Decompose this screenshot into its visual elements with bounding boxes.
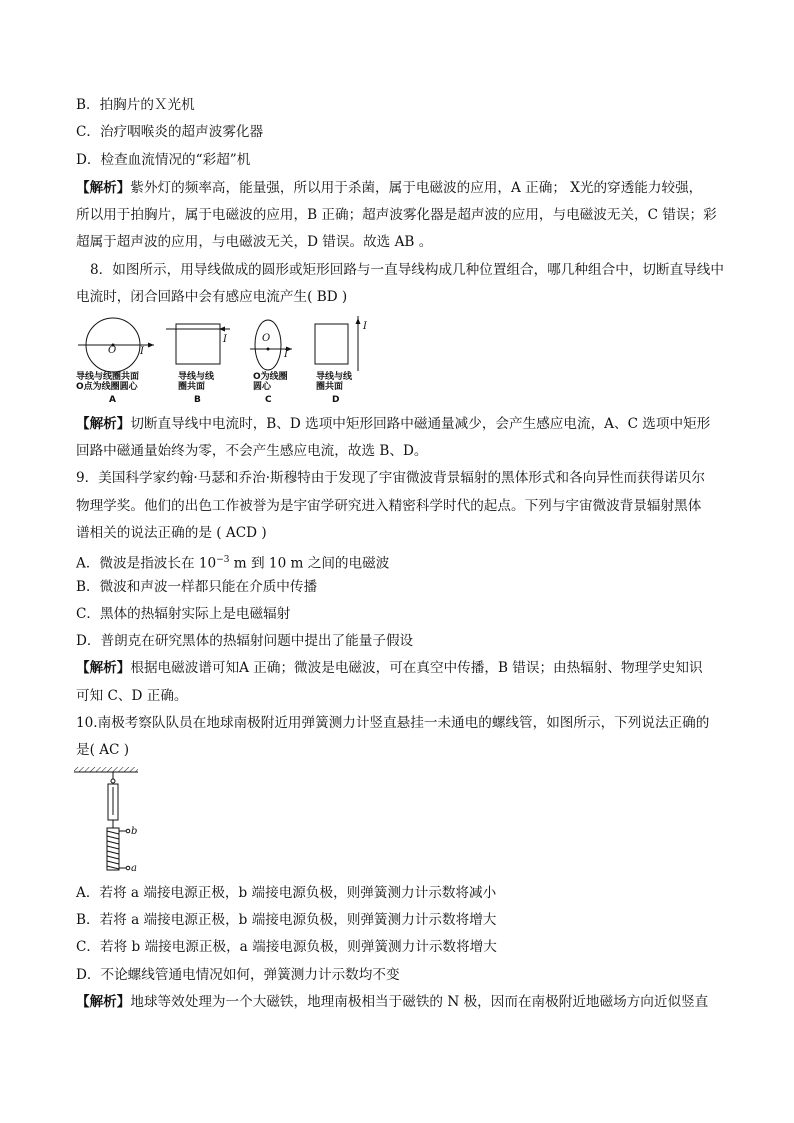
ceiling: [74, 767, 138, 772]
caption-d-letter: D: [332, 395, 340, 405]
q9-option-d: D．普朗克在研究黑体的热辐射问题中提出了能量子假设: [76, 633, 414, 649]
q10-stem-line1: 10.南极考察队队员在地球南极附近用弹簧测力计竖直悬挂一未通电的螺线管，如图所示，下列说法正确的: [76, 715, 710, 731]
option-a-text-cont: m 到 10 m 之间的电磁波: [229, 555, 390, 572]
caption-a-line1: 导线与线圈共面: [76, 372, 140, 382]
label-i-d: I: [363, 321, 367, 332]
q9-explanation-line1: [76, 660, 726, 676]
caption-d-line2: 圈共面: [316, 382, 344, 392]
explanation-text: 地球等效处理为一个大磁铁，地理南极相当于磁铁的 N 极，因而在南极附近地磁场方向近似竖直: [130, 994, 709, 1010]
q10-figure: [72, 767, 152, 875]
caption-a-line2: O点为线圈圆心: [76, 382, 138, 392]
rect-coil-d: [315, 324, 348, 364]
rect-coil-b: [176, 324, 220, 364]
q9-explanation-line2: 可知 C、D 正确。: [76, 688, 188, 704]
option-a-text: A．微波是指波长在 10: [76, 555, 217, 572]
q8-stem-line1: 8．如图所示，用导线做成的圆形或矩形回路与一直导线构成几种位置组合，哪几种组合中，切断直导线中: [90, 262, 724, 278]
label-a: a: [131, 863, 137, 874]
q10-stem-line2: 是( AC ): [76, 742, 130, 758]
ellipse-coil-c: [255, 320, 281, 370]
q9-stem-line2: 物理学奖。他们的出色工作被誉为是宇宙学研究进入精密科学时代的起点。下列与宇宙微波背景辐射黑体: [76, 498, 702, 514]
q7-explanation-line2: 所以用于拍胸片，属于电磁波的应用，B 正确；超声波雾化器是超声波的应用，与电磁波无关，C 错误；彩: [76, 207, 717, 223]
explanation-text: 切断直导线中电流时，B、D 选项中矩形回路中磁通量减少，会产生感应电流，A、C 选项中矩形: [130, 416, 711, 432]
label-o-a: O: [108, 345, 117, 356]
q9-stem-line1: 9．美国科学家约翰·马瑟和乔治·斯穆特由于发现了宇宙微波背景辐射的黑体形式和各向异性而获得诺贝尔: [76, 470, 706, 486]
q9-option-c: C．黑体的热辐射实际上是电磁辐射: [76, 606, 291, 622]
hook: [111, 779, 115, 783]
caption-c-letter: C: [265, 395, 272, 405]
explanation-text: 紫外灯的频率高，能量强，所以用于杀菌，属于电磁波的应用，A 正确； X光的穿透能力较强，: [130, 180, 703, 196]
q7-explanation-line1: [76, 180, 726, 196]
q7-explanation-line3: 超属于超声波的应用，与电磁波无关，D 错误。故选 AB 。: [76, 234, 433, 250]
q9-stem-line3: 谱相关的说法正确的是 ( ACD ): [76, 525, 267, 541]
q10-option-a: A．若将 a 端接电源正极，b 端接电源负极，则弹簧测力计示数将减小: [76, 885, 497, 901]
label-o-c: O: [262, 333, 271, 344]
caption-b-line1: 导线与线: [178, 372, 215, 382]
explanation-tag: 【解析】: [76, 416, 131, 432]
q10-explanation-line1: [76, 994, 726, 1010]
explanation-tag: 【解析】: [76, 660, 131, 676]
terminal-a: [126, 866, 130, 870]
q7-option-b: B．拍胸片的Ｘ光机: [76, 97, 195, 113]
explanation-text: 根据电磁波谱可知A 正确；微波是电磁波，可在真空中传播，B 错误；由热辐射、物理学史知识: [130, 660, 703, 676]
q7-option-d: D．检查血流情况的“彩超”机: [76, 152, 251, 168]
q10-option-d: D．不论螺线管通电情况如何，弹簧测力计示数均不变: [76, 967, 400, 983]
explanation-tag: 【解析】: [76, 180, 131, 196]
q10-option-c: C．若将 b 端接电源正极，a 端接电源负极，则弹簧测力计示数将增大: [76, 939, 497, 955]
label-i-c: I: [284, 349, 288, 360]
caption-d-line1: 导线与线: [316, 372, 353, 382]
caption-c-line2: 圆心: [253, 382, 272, 392]
explanation-tag: 【解析】: [76, 994, 131, 1010]
q7-option-c: C．治疗咽喉炎的超声波雾化器: [76, 124, 264, 140]
label-i-a: I: [140, 346, 144, 357]
label-b: b: [131, 826, 138, 837]
q8-explanation-line1: [76, 416, 726, 432]
caption-b-letter: B: [194, 395, 201, 405]
q8-explanation-line2: 回路中磁通量始终为零，不会产生感应电流，故选 B、D。: [76, 443, 428, 459]
q10-option-b: B．若将 a 端接电源正极，b 端接电源负极，则弹簧测力计示数将增大: [76, 912, 497, 928]
caption-b-line2: 圈共面: [178, 382, 206, 392]
q8-stem-line2: 电流时，闭合回路中会有感应电流产生( BD ): [76, 289, 348, 305]
caption-c-line1: O为线圈: [253, 372, 288, 382]
q9-option-a: [76, 552, 726, 572]
label-i-b: I: [223, 334, 227, 345]
caption-a-letter: A: [109, 395, 116, 405]
q9-option-b: B．微波和声波一样都只能在介质中传播: [76, 579, 318, 595]
superscript: −3: [216, 555, 230, 565]
terminal-b: [126, 829, 130, 833]
q8-figure: [76, 313, 386, 408]
